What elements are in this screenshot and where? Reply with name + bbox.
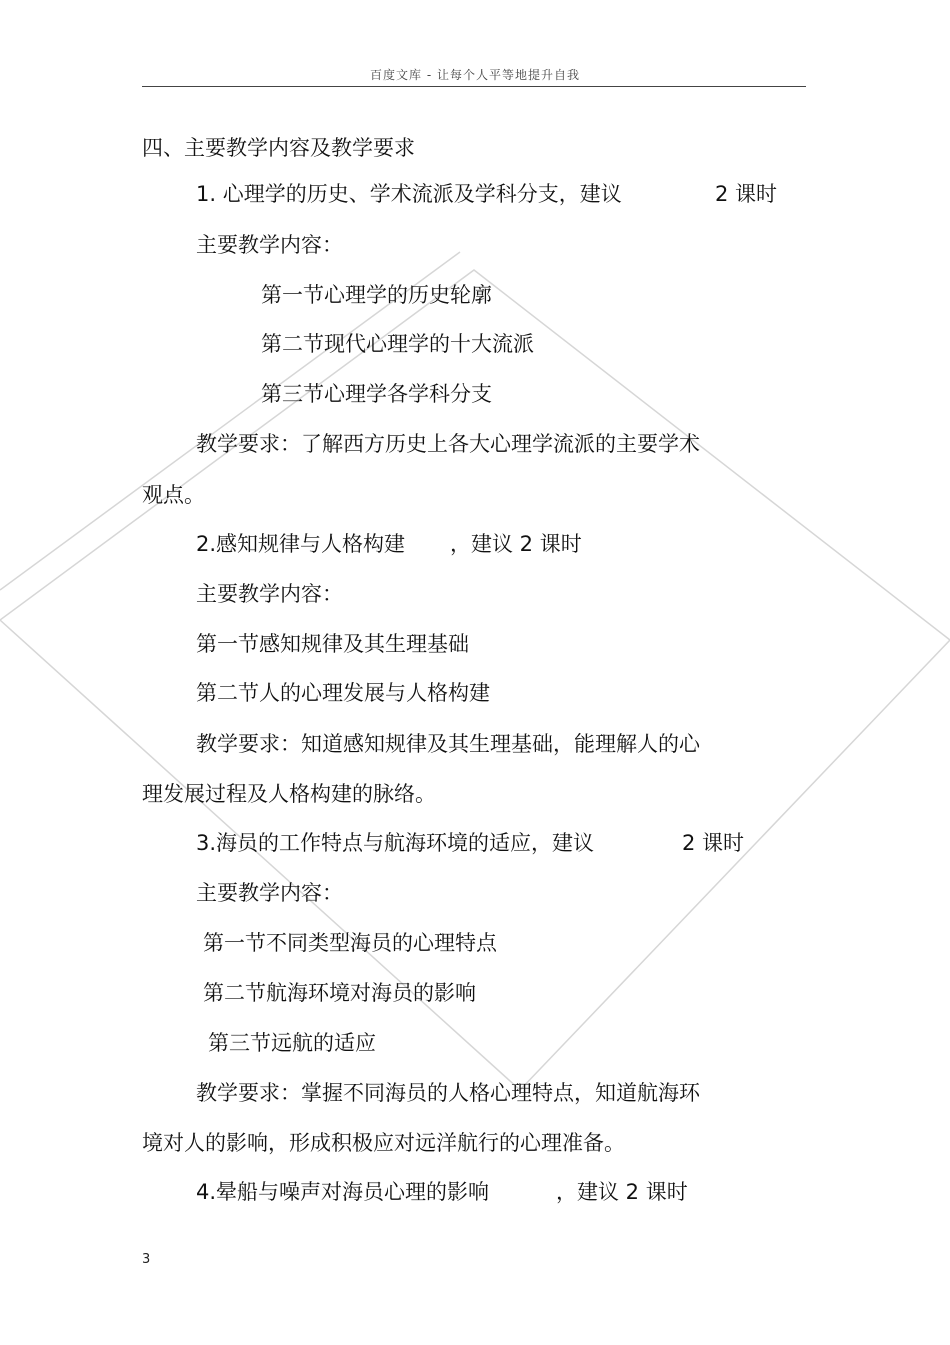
header-rule bbox=[142, 86, 806, 87]
topic-3-section-1: 第一节不同类型海员的心理特点 bbox=[203, 931, 497, 955]
topic-3-content-label: 主要教学内容： bbox=[196, 881, 343, 905]
topic-1-requirement: 教学要求：了解西方历史上各大心理学流派的主要学术 bbox=[196, 432, 700, 456]
topic-2-section-1: 第一节感知规律及其生理基础 bbox=[196, 632, 469, 656]
topic-3-requirement-cont: 境对人的影响，形成积极应对远洋航行的心理准备。 bbox=[142, 1131, 625, 1155]
topic-1-section-3: 第三节心理学各学科分支 bbox=[261, 382, 492, 406]
topic-3-section-3: 第三节远航的适应 bbox=[208, 1031, 376, 1055]
topic-3-hours: 2 课时 bbox=[682, 831, 745, 855]
topic-2-title: 2.感知规律与人格构建 bbox=[196, 532, 406, 556]
page-number: 3 bbox=[142, 1252, 151, 1267]
topic-1-content-label: 主要教学内容： bbox=[196, 233, 343, 257]
section-heading: 四、主要教学内容及教学要求 bbox=[142, 136, 415, 160]
topic-3-title: 3.海员的工作特点与航海环境的适应，建议 bbox=[196, 831, 595, 855]
topic-1-requirement-cont: 观点。 bbox=[142, 483, 205, 507]
topic-2-section-2: 第二节人的心理发展与人格构建 bbox=[196, 681, 490, 705]
topic-2-hours: ，建议 2 课时 bbox=[450, 532, 582, 556]
topic-3-requirement: 教学要求：掌握不同海员的人格心理特点，知道航海环 bbox=[196, 1081, 700, 1105]
topic-2-requirement-cont: 理发展过程及人格构建的脉络。 bbox=[142, 782, 436, 806]
topic-4-hours: ，建议 2 课时 bbox=[556, 1180, 688, 1204]
page-header: 百度文库 - 让每个人平等地提升自我 bbox=[370, 68, 580, 82]
topic-2-content-label: 主要教学内容： bbox=[196, 582, 343, 606]
topic-1-section-1: 第一节心理学的历史轮廓 bbox=[261, 283, 492, 307]
topic-1-section-2: 第二节现代心理学的十大流派 bbox=[261, 332, 534, 356]
topic-4-title: 4.晕船与噪声对海员心理的影响 bbox=[196, 1180, 490, 1204]
topic-1-title: 1. 心理学的历史、学术流派及学科分支，建议 bbox=[196, 182, 622, 206]
topic-3-section-2: 第二节航海环境对海员的影响 bbox=[203, 981, 476, 1005]
topic-2-requirement: 教学要求：知道感知规律及其生理基础，能理解人的心 bbox=[196, 732, 700, 756]
topic-1-hours: 2 课时 bbox=[715, 182, 778, 206]
